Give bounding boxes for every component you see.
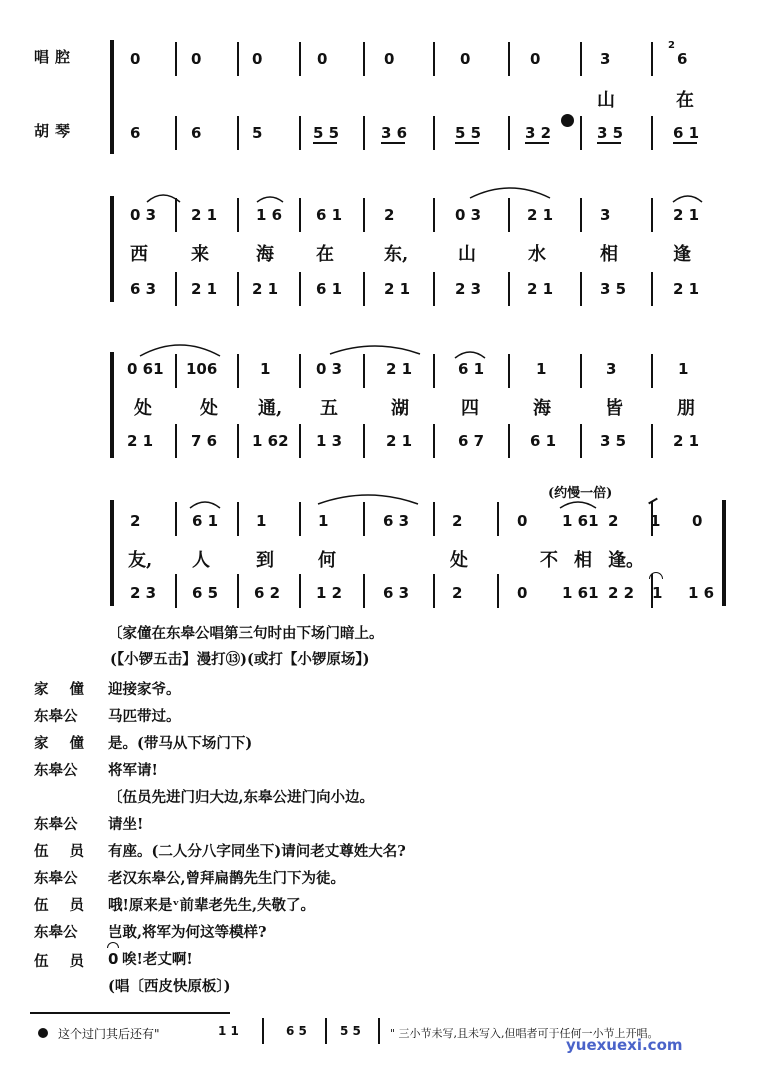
vocal-note: 0 bbox=[191, 50, 202, 68]
lyric-char: 朋 bbox=[677, 398, 695, 419]
speaker-label: 东皋公 bbox=[34, 708, 78, 725]
barline bbox=[508, 198, 510, 232]
footnote-notes: 1 1 bbox=[218, 1024, 239, 1038]
vocal-note: 1 bbox=[678, 360, 689, 378]
barline bbox=[299, 42, 301, 76]
barline bbox=[175, 574, 177, 608]
barline bbox=[363, 424, 365, 458]
huqin-note: 5 5 bbox=[313, 124, 340, 142]
vocal-note: 0 bbox=[530, 50, 541, 68]
huqin-note: 0 bbox=[517, 584, 528, 602]
barline bbox=[508, 116, 510, 150]
huqin-note: 2 bbox=[452, 584, 463, 602]
huqin-note: 3 6 bbox=[381, 124, 408, 142]
footnote-text: 这个过门其后还有" bbox=[58, 1027, 160, 1041]
lyric-char: 逢 bbox=[673, 244, 691, 265]
stage-direction: 〔家僮在东皋公唱第三句时由下场门暗上。 bbox=[108, 625, 384, 642]
barline bbox=[175, 116, 177, 150]
vocal-note: 1 bbox=[318, 512, 329, 530]
lyric-char: 处 bbox=[200, 398, 218, 419]
lyric-char: 皆 bbox=[605, 398, 623, 419]
barline bbox=[497, 574, 499, 608]
dialogue-line: 哦!原来是ᵛ前辈老先生,失敬了。 bbox=[108, 897, 316, 914]
tempo-note: (约慢一倍) bbox=[548, 486, 613, 501]
vocal-note: 0 bbox=[130, 50, 141, 68]
vocal-note: 0 bbox=[384, 50, 395, 68]
barline bbox=[175, 502, 177, 536]
barline bbox=[299, 502, 301, 536]
lyric-char: 山 bbox=[597, 90, 615, 111]
system-brace bbox=[110, 40, 114, 154]
huqin-note: 3 2 bbox=[525, 124, 552, 142]
vocal-note: 2 bbox=[130, 512, 141, 530]
lyric-char: 西 bbox=[130, 244, 148, 265]
footnote-marker-dot bbox=[38, 1028, 48, 1038]
huqin-note: 1 62 bbox=[252, 432, 289, 450]
barline bbox=[237, 198, 239, 232]
vocal-note: 3 bbox=[600, 50, 611, 68]
vocal-note: 2 1 bbox=[673, 206, 700, 224]
vocal-note: 6 3 bbox=[383, 512, 410, 530]
stage-direction: 〔伍员先进门归大边,东皋公进门向小边。 bbox=[108, 789, 375, 806]
lyric-char: 相 bbox=[600, 244, 618, 265]
vocal-note: 1 bbox=[260, 360, 271, 378]
barline bbox=[508, 42, 510, 76]
huqin-note: 2 1 bbox=[127, 432, 154, 450]
lyric-char: 处 bbox=[450, 550, 468, 571]
barline bbox=[508, 272, 510, 306]
barline bbox=[651, 116, 653, 150]
huqin-note: 6 bbox=[130, 124, 141, 142]
barline bbox=[651, 42, 653, 76]
barline bbox=[299, 272, 301, 306]
lyric-char: 处 bbox=[134, 398, 152, 419]
lyric-char: 何 bbox=[318, 550, 336, 571]
dialogue-line: 将军请! bbox=[108, 762, 158, 779]
barline bbox=[651, 272, 653, 306]
lyric-char: 人 bbox=[192, 550, 210, 571]
barline bbox=[580, 354, 582, 388]
vocal-note: 6 1 bbox=[316, 206, 343, 224]
huqin-note: 6 3 bbox=[383, 584, 410, 602]
huqin-note: 5 bbox=[252, 124, 263, 142]
barline bbox=[299, 574, 301, 608]
barline bbox=[299, 116, 301, 150]
vocal-note: 0 3 bbox=[316, 360, 343, 378]
lyric-char: 海 bbox=[533, 398, 551, 419]
lyric-char: 友, bbox=[128, 550, 153, 571]
barline bbox=[363, 354, 365, 388]
footnote-marker-dot bbox=[561, 114, 574, 127]
vocal-note: 0 bbox=[517, 512, 528, 530]
barline bbox=[580, 424, 582, 458]
barline bbox=[433, 272, 435, 306]
speaker-label: 东皋公 bbox=[34, 816, 78, 833]
barline bbox=[237, 272, 239, 306]
vocal-note: 1 bbox=[536, 360, 547, 378]
huqin-part-label: 胡琴 bbox=[34, 122, 77, 140]
barline bbox=[363, 272, 365, 306]
speaker-label: 伍 员 bbox=[34, 843, 93, 860]
barline bbox=[580, 272, 582, 306]
huqin-note: 3 5 bbox=[597, 124, 624, 142]
barline bbox=[508, 424, 510, 458]
barline bbox=[237, 574, 239, 608]
huqin-note: 2 1 bbox=[252, 280, 279, 298]
lyric-char: 五 bbox=[320, 398, 338, 419]
barline bbox=[237, 42, 239, 76]
lyric-char: 通, bbox=[258, 398, 283, 419]
vocal-note: 1 bbox=[256, 512, 267, 530]
vocal-note: 0 bbox=[252, 50, 263, 68]
lyric-char: 水 bbox=[528, 244, 546, 265]
lyric-char: 东, bbox=[384, 244, 409, 265]
vocal-note: 1 6 bbox=[256, 206, 283, 224]
speaker-label: 家 僮 bbox=[34, 681, 93, 698]
barline bbox=[363, 574, 365, 608]
huqin-note: 3 5 bbox=[600, 432, 627, 450]
vocal-note: 3 bbox=[606, 360, 617, 378]
vocal-note: 106 bbox=[186, 360, 218, 378]
barline bbox=[299, 354, 301, 388]
vocal-note: 2 1 bbox=[191, 206, 218, 224]
huqin-note: 6 1 bbox=[673, 124, 700, 142]
beam-line bbox=[313, 142, 337, 144]
barline bbox=[433, 574, 435, 608]
huqin-note: 6 5 bbox=[192, 584, 219, 602]
beam-line bbox=[525, 142, 549, 144]
barline bbox=[363, 198, 365, 232]
speaker-label: 家 僮 bbox=[34, 735, 93, 752]
speaker-label: 伍 员 bbox=[34, 897, 93, 914]
rest-mark: 0 bbox=[108, 950, 119, 968]
dialogue-line: 岂敢,将军为何这等模样? bbox=[108, 924, 267, 941]
dialogue-line: 请坐! bbox=[108, 816, 144, 833]
huqin-note: 1 6 bbox=[688, 584, 715, 602]
vocal-note: 1 bbox=[650, 512, 661, 530]
barline bbox=[580, 198, 582, 232]
lyric-char: 不 bbox=[540, 550, 558, 571]
site-watermark: yuexuexi.com bbox=[566, 1036, 683, 1054]
barline bbox=[497, 502, 499, 536]
barline bbox=[262, 1018, 264, 1044]
barline bbox=[433, 198, 435, 232]
barline bbox=[433, 354, 435, 388]
speaker-label: 东皋公 bbox=[34, 924, 78, 941]
barline bbox=[299, 198, 301, 232]
vocal-note: 0 3 bbox=[455, 206, 482, 224]
fermata-mark bbox=[649, 572, 663, 579]
footnote-rule bbox=[30, 1012, 230, 1014]
vocal-note: 2 bbox=[452, 512, 463, 530]
dialogue-line: 唉!老丈啊! bbox=[122, 951, 193, 968]
barline bbox=[651, 424, 653, 458]
barline bbox=[175, 198, 177, 232]
barline bbox=[580, 42, 582, 76]
speaker-label: 东皋公 bbox=[34, 870, 78, 887]
slur-marks bbox=[0, 334, 760, 374]
vocal-note: 0 bbox=[692, 512, 703, 530]
vocal-note: 1 61 bbox=[562, 512, 599, 530]
lyric-char: 四 bbox=[461, 398, 479, 419]
barline bbox=[175, 354, 177, 388]
dialogue-line: 老汉东皋公,曾拜扁鹊先生门下为徒。 bbox=[108, 870, 346, 887]
vocal-note: 6 1 bbox=[458, 360, 485, 378]
huqin-note: 6 1 bbox=[316, 280, 343, 298]
barline bbox=[325, 1018, 327, 1044]
dialogue-line: 迎接家爷。 bbox=[108, 681, 181, 698]
barline bbox=[237, 354, 239, 388]
barline bbox=[363, 116, 365, 150]
huqin-note: 2 1 bbox=[527, 280, 554, 298]
barline bbox=[363, 502, 365, 536]
barline bbox=[433, 424, 435, 458]
huqin-note: 6 7 bbox=[458, 432, 485, 450]
vocal-note: 0 bbox=[460, 50, 471, 68]
huqin-note: 6 bbox=[191, 124, 202, 142]
vocal-note: 2 bbox=[384, 206, 395, 224]
huqin-note: 2 3 bbox=[130, 584, 157, 602]
barline bbox=[363, 42, 365, 76]
barline bbox=[299, 424, 301, 458]
barline bbox=[237, 502, 239, 536]
lyric-char: 来 bbox=[191, 244, 209, 265]
beam-line bbox=[381, 142, 405, 144]
vocal-note: 0 61 bbox=[127, 360, 164, 378]
huqin-note: 2 1 bbox=[386, 432, 413, 450]
huqin-note: 7 6 bbox=[191, 432, 218, 450]
singing-mark: (唱〔西皮快原板〕) bbox=[108, 978, 231, 995]
vocal-note: 2 1 bbox=[386, 360, 413, 378]
fermata-mark bbox=[107, 942, 119, 948]
lyric-char: 山 bbox=[458, 244, 476, 265]
barline bbox=[175, 42, 177, 76]
huqin-note: 5 5 bbox=[455, 124, 482, 142]
barline bbox=[237, 116, 239, 150]
huqin-note: 2 2 bbox=[608, 584, 635, 602]
barline bbox=[237, 424, 239, 458]
lyric-char: 到 bbox=[256, 550, 274, 571]
lyric-char: 湖 bbox=[391, 398, 409, 419]
huqin-note: 1 3 bbox=[316, 432, 343, 450]
huqin-note: 6 1 bbox=[530, 432, 557, 450]
vocal-note: 6 bbox=[677, 50, 688, 68]
lyric-char: 相 bbox=[574, 550, 592, 571]
slur-marks bbox=[0, 484, 760, 524]
final-barline bbox=[722, 500, 726, 606]
speaker-label: 伍 员 bbox=[34, 953, 93, 970]
lyric-char: 在 bbox=[676, 90, 694, 111]
beam-line bbox=[673, 142, 697, 144]
huqin-note: 6 3 bbox=[130, 280, 157, 298]
barline bbox=[433, 42, 435, 76]
huqin-note: 2 1 bbox=[673, 280, 700, 298]
vocal-part-label: 唱腔 bbox=[34, 48, 77, 66]
dialogue-line: 马匹带过。 bbox=[108, 708, 181, 725]
footnote-text: " 三小节未写,且未写入,但唱者可于任何一小节上开唱。 bbox=[390, 1027, 659, 1040]
barline bbox=[175, 424, 177, 458]
huqin-note: 1 bbox=[652, 584, 663, 602]
footnote-notes: 5 5 bbox=[340, 1024, 361, 1038]
beam-line bbox=[597, 142, 621, 144]
barline bbox=[175, 272, 177, 306]
huqin-note: 6 2 bbox=[254, 584, 281, 602]
percussion-note: (【小锣五击】漫打⑬)(或打【小锣原场】) bbox=[110, 651, 370, 668]
vocal-note: 6 1 bbox=[192, 512, 219, 530]
huqin-note: 1 61 bbox=[562, 584, 599, 602]
barline bbox=[651, 354, 653, 388]
huqin-note: 2 1 bbox=[384, 280, 411, 298]
grace-note: 2 bbox=[668, 40, 675, 51]
vocal-note: 2 bbox=[608, 512, 619, 530]
huqin-note: 1 2 bbox=[316, 584, 343, 602]
barline bbox=[651, 198, 653, 232]
barline bbox=[508, 354, 510, 388]
vocal-note: 2 1 bbox=[527, 206, 554, 224]
huqin-note: 2 1 bbox=[673, 432, 700, 450]
beam-line bbox=[455, 142, 479, 144]
vocal-note: 3 bbox=[600, 206, 611, 224]
barline bbox=[580, 116, 582, 150]
vocal-note: 0 3 bbox=[130, 206, 157, 224]
speaker-label: 东皋公 bbox=[34, 762, 78, 779]
lyric-char: 逢。 bbox=[608, 550, 644, 571]
footnote-notes: 6 5 bbox=[286, 1024, 307, 1038]
huqin-note: 2 3 bbox=[455, 280, 482, 298]
slur-marks bbox=[0, 180, 760, 220]
lyric-char: 海 bbox=[256, 244, 274, 265]
huqin-note: 2 1 bbox=[191, 280, 218, 298]
barline bbox=[433, 502, 435, 536]
huqin-note: 3 5 bbox=[600, 280, 627, 298]
barline bbox=[378, 1018, 380, 1044]
lyric-char: 在 bbox=[316, 244, 334, 265]
dialogue-line: 是。(带马从下场门下) bbox=[108, 735, 253, 752]
vocal-note: 0 bbox=[317, 50, 328, 68]
dialogue-line: 有座。(二人分八字同坐下)请问老丈尊姓大名? bbox=[108, 843, 406, 860]
barline bbox=[433, 116, 435, 150]
